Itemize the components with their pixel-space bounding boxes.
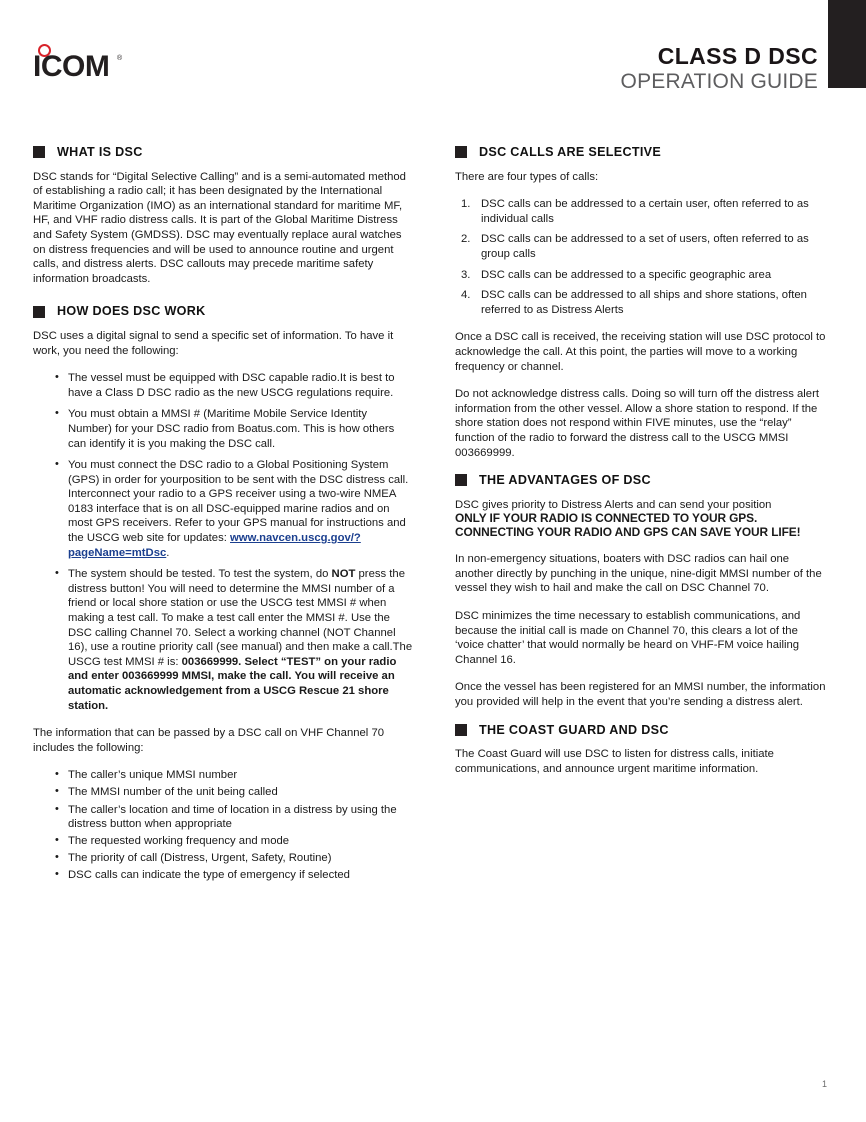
- navcen-uscg-link[interactable]: www.navcen.uscg.gov/?pageName=mtDsc: [68, 532, 361, 559]
- paragraph-call-received: Once a DSC call is received, the receiving station will use DSC protocol to acknowledge the call. At this point, the parties will move to a working frequency or channel.: [455, 331, 826, 373]
- paragraph-four-types-intro: There are four types of calls:: [455, 170, 599, 183]
- gps-text-tail: .: [166, 546, 170, 559]
- paragraph-registered-mmsi: Once the vessel has been registered for an MMSI number, the information you provided will help in the event that you’re sending a distress alert.: [455, 681, 826, 709]
- list-item: • The priority of call (Distress, Urgent, Safety, Routine): [55, 851, 414, 866]
- paragraph-do-not-acknowledge: Do not acknowledge distress calls. Doing so will turn off the distress alert information from the other vessel. Allow a shore station to respond. If the shore station does not respond within FIVE minutes, use the “relay” function of the radio to forward the distress call to the USCG MMSI 003669999.: [455, 388, 819, 459]
- info-passed-bullet-list: [33, 768, 414, 883]
- paragraph-coast-guard: The Coast Guard will use DSC to listen for distress calls, initiate communications, and announce urgent maritime information.: [455, 748, 774, 775]
- list-item: DSC calls can be addressed to all ships and shore stations, often referred to as Distress Alerts: [481, 289, 807, 316]
- call-types-numbered-list: [455, 197, 827, 317]
- list-item: • DSC calls can indicate the type of emergency if selected: [55, 868, 414, 883]
- gps-text-lead: You must connect the DSC radio to a Global Positioning System (GPS) in order for yourposition to be sent with the DSC distress call. Interconnect your radio to a GPS receiver using a two-wire NMEA 0183 interface that is on all DSC-equipped marine radios and on most GPS receivers. Refer to your GPS manual for instructions and the USCG web site for updates:: [68, 459, 409, 545]
- section-heading-dsc-calls-are-selective: [455, 145, 827, 160]
- list-item: DSC calls can be addressed to a specific geographic area: [481, 268, 772, 281]
- list-item: • You must obtain a MMSI # (Maritime Mobile Service Identity Number) for your DSC radio from Boatus.com. This is how others can identify it is you making the DSC call.: [55, 407, 414, 451]
- test-text-lead: The system should be tested. To test the system, do: [68, 568, 332, 581]
- right-column: [455, 145, 827, 789]
- list-item-testing: [55, 567, 414, 713]
- paragraph-how-dsc-works-intro: DSC uses a digital signal to send a specific set of information. To have it work, you need the following:: [33, 329, 394, 357]
- section-title-text: THE COAST GUARD AND DSC: [479, 722, 669, 737]
- section-heading-what-is-dsc: [33, 145, 414, 160]
- document-title-block: [621, 44, 818, 93]
- document-title: CLASS D DSC: [657, 43, 818, 69]
- square-bullet-icon: [33, 306, 45, 318]
- section-title-text: HOW DOES DSC WORK: [57, 304, 206, 319]
- left-column: [33, 145, 414, 896]
- paragraph-minimizes-time: DSC minimizes the time necessary to establish communications, and because the initial call is made on Channel 70, this clears a lot of the ‘voice chatter’ that would normally be heard on VHF-FM voice hailing Channel 16.: [455, 610, 801, 666]
- document-subtitle: OPERATION GUIDE: [620, 69, 818, 93]
- advantages-lead-emphasis: ONLY IF YOUR RADIO IS CONNECTED TO YOUR GPS. CONNECTING YOUR RADIO AND GPS CAN SAVE YOUR LIFE!: [455, 511, 801, 540]
- list-item: • The MMSI number of the unit being called: [55, 785, 414, 800]
- advantages-lead-normal: DSC gives priority to Distress Alerts and can send your position: [455, 498, 772, 511]
- test-emphasis-not: NOT: [331, 568, 356, 581]
- paragraph-non-emergency: In non-emergency situations, boaters with DSC radios can hail one another directly by punching in the unique, nine-digit MMSI number of the vessel they wish to hail and make the call on DSC Channel 70.: [455, 553, 822, 595]
- how-dsc-works-bullet-list: [33, 371, 414, 713]
- header-accent-block: [828, 0, 866, 88]
- list-item: DSC calls can be addressed to a certain user, often referred to as individual calls: [481, 198, 809, 225]
- section-heading-advantages-of-dsc: [455, 473, 827, 488]
- list-item: • The vessel must be equipped with DSC capable radio.It is best to have a Class D DSC radio as the new USCG regulations require.: [55, 371, 414, 400]
- page-header: [0, 0, 866, 120]
- logo-wordmark: ICOM: [33, 50, 110, 83]
- square-bullet-icon: [455, 724, 467, 736]
- icom-logo: [33, 44, 153, 90]
- page-number: 1: [821, 1079, 827, 1089]
- list-item: DSC calls can be addressed to a set of users, often referred to as group calls: [481, 233, 809, 260]
- test-mmsi-bold: 003669999. Select “TEST” on your radio and enter 003669999 MMSI, make the call. You will receive an automatic acknowledgement from a USCG Rescue 21 shore station.: [68, 655, 397, 712]
- test-text-mid: press the distress button! You will need to determine the MMSI number of a friend or local shore station or use the USCG test MMSI # when making a test call. To make a test call enter the MMSI #. Use the DSC calling Channel 70. Select a working channel (NOT Channel 16), use a routine priority call (see manual) and then make a call.The USCG test MMSI # is:: [68, 568, 413, 668]
- section-title-text: DSC CALLS ARE SELECTIVE: [479, 145, 662, 159]
- square-bullet-icon: [455, 146, 467, 158]
- list-item-gps: [55, 458, 414, 560]
- paragraph-info-passed-intro: The information that can be passed by a DSC call on VHF Channel 70 includes the following:: [33, 727, 385, 754]
- square-bullet-icon: [33, 146, 45, 158]
- square-bullet-icon: [455, 474, 467, 486]
- logo-registered-mark: ®: [117, 55, 123, 62]
- list-item: • The requested working frequency and mode: [55, 834, 414, 849]
- section-title-text: WHAT IS DSC: [57, 145, 143, 159]
- list-item: • The caller’s unique MMSI number: [55, 768, 414, 783]
- list-item: • The caller’s location and time of location in a distress by using the distress button when appropriate: [55, 803, 414, 832]
- paragraph-what-is-dsc: DSC stands for “Digital Selective Calling” and is a semi-automated method of establishing a radio call; it has been designated by the International Maritime Organization (IMO) as an international standard for maritime MF, HF, and VHF radio distress calls. It is part of the Global Maritime Distress and Safety System (GMDSS). DSC may eventually replace aural watches on distress frequencies and will be used to announce routine and urgent calls, and distress alerts. DSC callouts may precede maritime safety information broadcasts.: [33, 170, 406, 285]
- section-title-text: THE ADVANTAGES OF DSC: [479, 473, 651, 488]
- paragraph-advantages-lead: [455, 498, 827, 540]
- section-heading-coast-guard-and-dsc: [455, 723, 827, 738]
- section-heading-how-does-dsc-work: [33, 304, 414, 319]
